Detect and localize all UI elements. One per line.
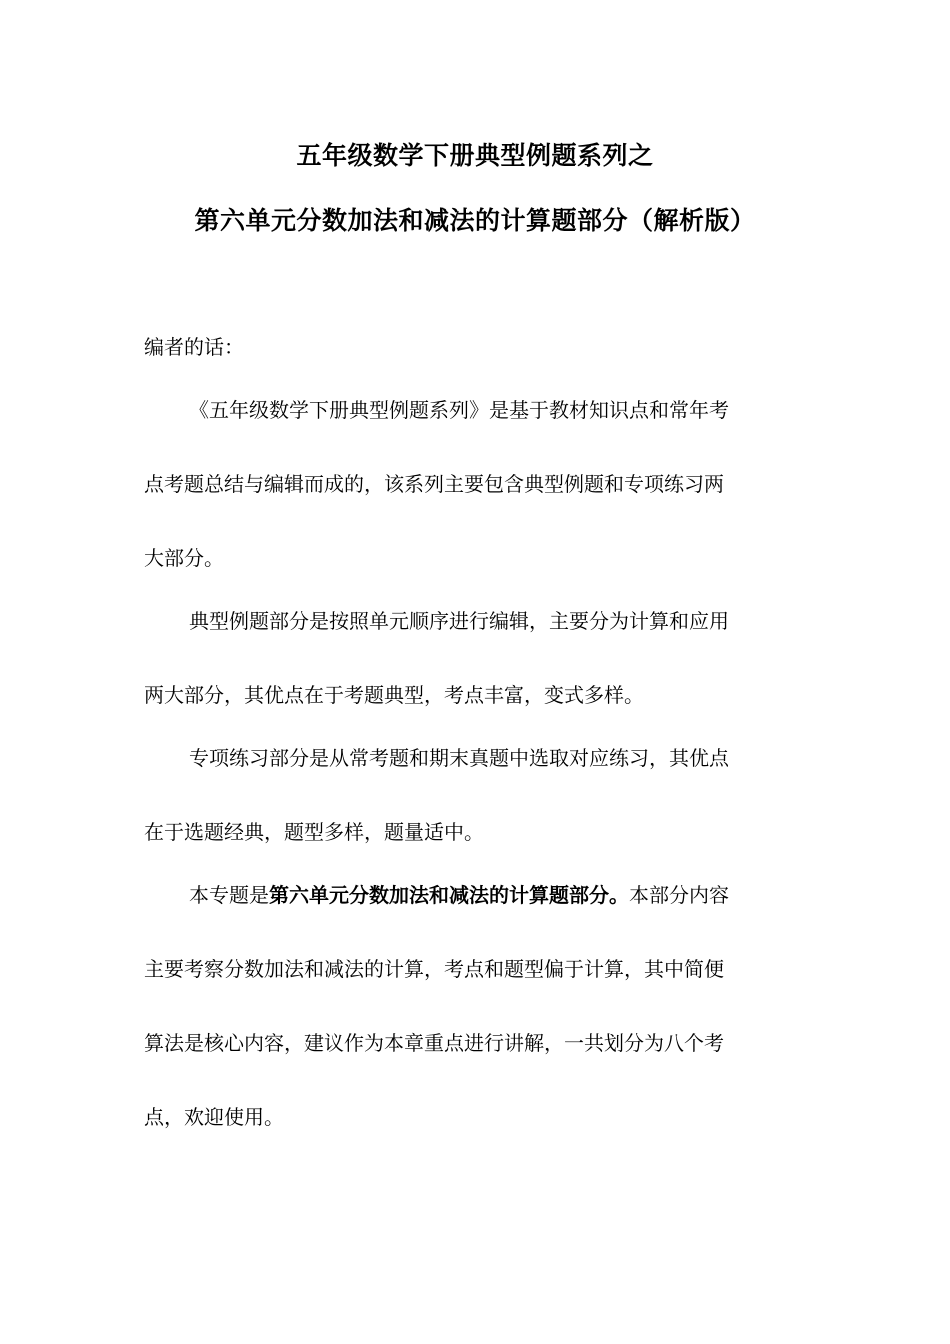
paragraph-1-line-1: 《五年级数学下册典型例题系列》是基于教材知识点和常年考 — [189, 398, 729, 422]
document-title-line-2: 第六单元分数加法和减法的计算题部分（解析版） — [194, 206, 756, 235]
paragraph-1-line-2: 点考题总结与编辑而成的，该系列主要包含典型例题和专项练习两 — [144, 472, 724, 496]
paragraph-1-line-3: 大部分。 — [144, 546, 224, 570]
paragraph-4-suffix: 本部分内容 — [629, 883, 729, 907]
paragraph-4-line-3: 算法是核心内容，建议作为本章重点进行讲解，一共划分为八个考 — [144, 1031, 724, 1055]
document-title-line-1: 五年级数学下册典型例题系列之 — [296, 141, 654, 170]
paragraph-2-line-2: 两大部分，其优点在于考题典型，考点丰富，变式多样。 — [144, 683, 644, 707]
paragraph-4-line-2: 主要考察分数加法和减法的计算，考点和题型偏于计算，其中简便 — [144, 957, 724, 981]
paragraph-4-line-1 — [189, 881, 729, 909]
editor-note-heading: 编者的话： — [144, 335, 244, 359]
paragraph-4-line-4: 点，欢迎使用。 — [144, 1105, 284, 1129]
paragraph-2-line-1: 典型例题部分是按照单元顺序进行编辑，主要分为计算和应用 — [189, 609, 729, 633]
paragraph-3-line-2: 在于选题经典，题型多样，题量适中。 — [144, 820, 484, 844]
paragraph-3-line-1: 专项练习部分是从常考题和期末真题中选取对应练习，其优点 — [189, 746, 729, 770]
paragraph-4-bold-topic: 第六单元分数加法和减法的计算题部分。 — [269, 883, 629, 907]
paragraph-4-prefix: 本专题是 — [189, 883, 269, 907]
